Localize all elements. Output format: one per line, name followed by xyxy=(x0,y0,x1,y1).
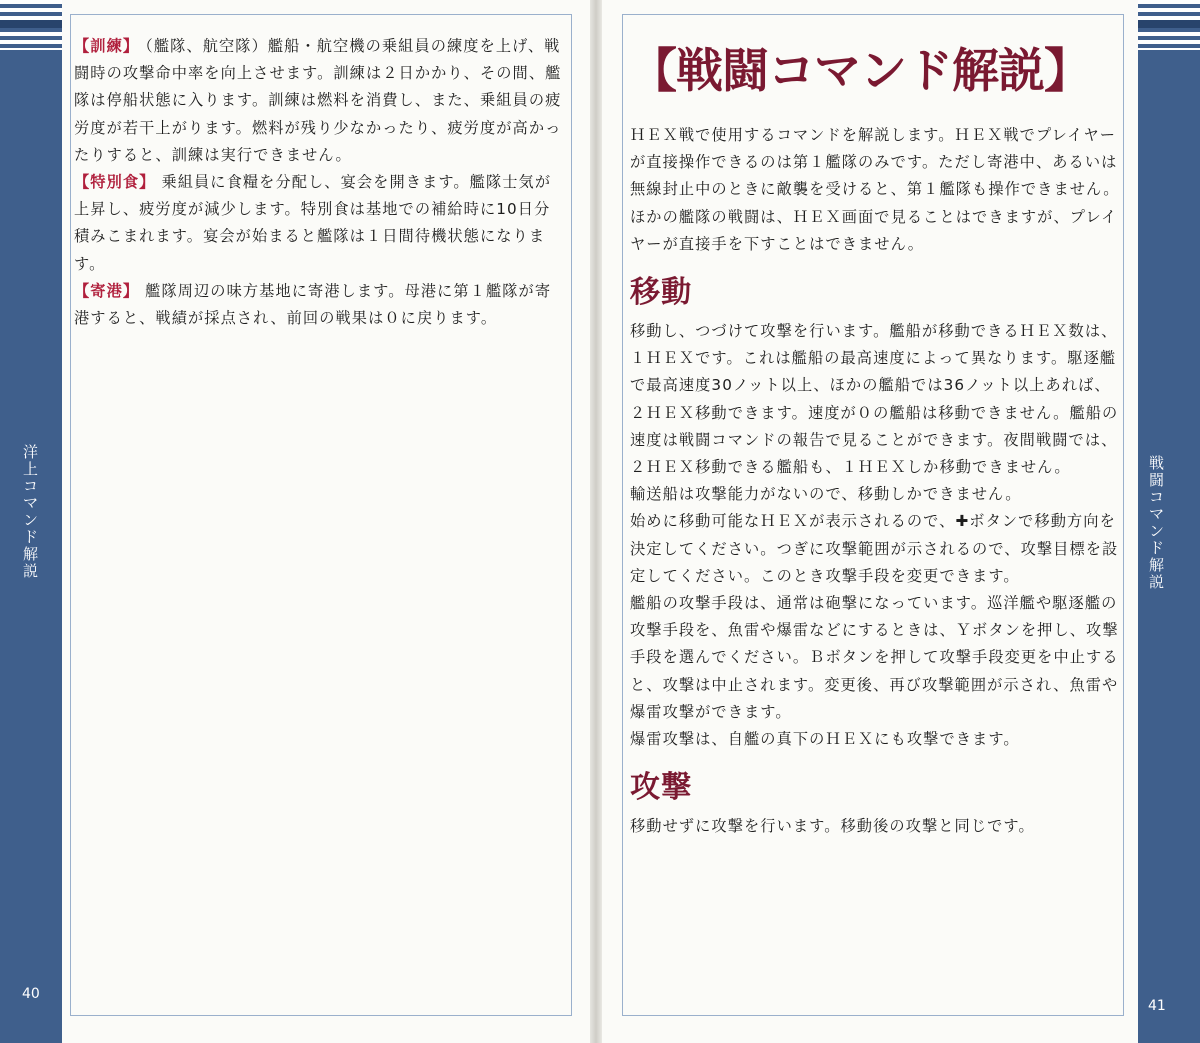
attack-paragraph: 移動せずに攻撃を行います。移動後の攻撃と同じです。 xyxy=(630,817,1035,836)
section-heading-move: 移動 xyxy=(630,275,693,311)
left-side-label: 洋上コマンド解説 xyxy=(22,443,39,580)
command-entry-port-call xyxy=(74,278,566,332)
intro-paragraph: ＨＥＸ戦で使用するコマンドを解説します。ＨＥＸ戦でプレイヤーが直接操作できるのは第１艦隊のみです。ただし寄港中、あるいは無線封止中のときに敵襲を受けると、第１艦隊も操作できません。ほかの艦隊の戦闘は、ＨＥＸ画面で見ることはできますが、プレイヤーが直接手を下すことはできません。 xyxy=(630,126,1120,253)
band-stripe-decoration xyxy=(0,0,62,50)
book-gutter xyxy=(590,0,602,1043)
right-page-number: 41 xyxy=(1148,998,1166,1014)
move-paragraph-1: 移動し、つづけて攻撃を行います。艦船が移動できるＨＥＸ数は、１ＨＥＸです。これは艦船の最高速度によって異なります。駆逐艦で最高速度30ノット以上、ほかの艦船では36ノット以上あれば、２ＨＥＸ移動できます。速度が０の艦船は移動できません。艦船の速度は戦闘コマンドの報告で見ることができます。夜間戦闘では、２ＨＥＸ移動できる艦船も、１ＨＥＸしか移動できません。 xyxy=(630,322,1119,477)
command-description: 乗組員に食糧を分配し、宴会を開きます。艦隊士気が上昇し、疲労度が減少します。特別食は基地での補給時に10日分積みこまれます。宴会が始まると艦隊は１日間待機状態になります。 xyxy=(74,173,552,273)
section-heading-attack: 攻撃 xyxy=(630,770,693,806)
move-paragraph-5: 爆雷攻撃は、自艦の真下のＨＥＸにも攻撃できます。 xyxy=(630,730,1020,749)
dpad-plus-icon: ✚ xyxy=(955,512,970,531)
command-entry-training xyxy=(74,33,566,169)
page-title: 【戦闘コマンド解説】 xyxy=(630,44,1090,99)
command-tag: 【訓練】 xyxy=(74,37,140,55)
left-command-list xyxy=(74,33,566,332)
left-page-number: 40 xyxy=(22,986,40,1002)
move-paragraph-3-start: 始めに移動可能なＨＥＸが表示されるので、 xyxy=(630,512,956,531)
move-paragraph-3 xyxy=(630,508,1126,590)
band-stripe-decoration xyxy=(1138,0,1200,50)
move-paragraph-2: 輸送船は攻撃能力がないので、移動しかできません。 xyxy=(630,485,1022,504)
command-tag: 【寄港】 xyxy=(74,281,140,300)
battle-command-section xyxy=(630,40,1126,840)
move-paragraph-4: 艦船の攻撃手段は、通常は砲撃になっています。巡洋艦や駆逐艦の攻撃手段を、魚雷や爆雷などにするときは、Ｙボタンを押し、攻撃手段を選んでください。Ｂボタンを押して攻撃手段変更を中止すると、攻撃は中止されます。変更後、再び攻撃範囲が示され、魚雷や爆雷攻撃ができます。 xyxy=(630,594,1119,721)
right-side-label: 戦闘コマンド解説 xyxy=(1148,454,1165,591)
move-paragraph-3-end: ボタンで移動方向を決定してください。つぎに攻撃範囲が示されるので、攻撃目標を設定してください。このとき攻撃手段を変更できます。 xyxy=(630,512,1119,585)
command-entry-special-meal xyxy=(74,169,566,278)
command-description: （艦隊、航空隊）艦船・航空機の乗組員の練度を上げ、戦闘時の攻撃命中率を向上させます。訓練は２日かかり、その間、艦隊は停船状態に入ります。訓練は燃料を消費し、また、乗組員の疲労度が若干上がります。燃料が残り少なかったり、疲労度が高かったりすると、訓練は実行できません。 xyxy=(74,37,562,164)
command-description: 艦隊周辺の味方基地に寄港します。母港に第１艦隊が寄港すると、戦績が採点され、前回の戦果は０に戻ります。 xyxy=(74,281,552,328)
command-tag: 【特別食】 xyxy=(74,173,156,192)
